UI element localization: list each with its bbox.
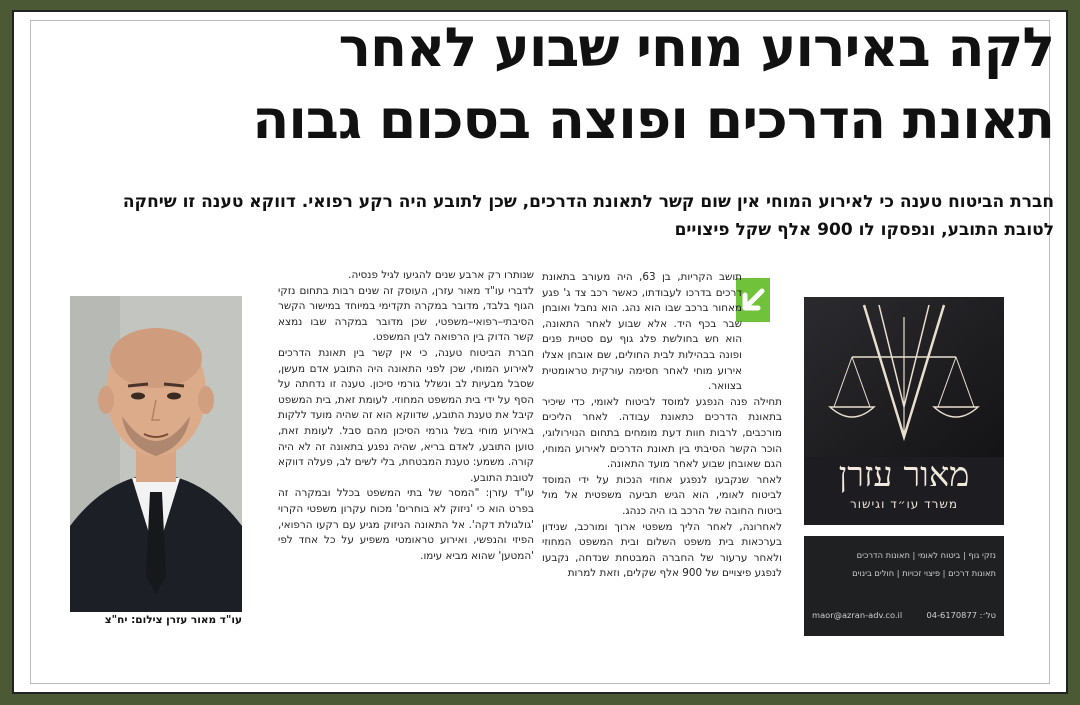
paragraph: תחילה פנה הנפגע למוסד לביטוח לאומי, כדי שיכיר בתאונת הדרכים כתאונת עבודה. לאחר הליכים מורכבים, לרבות חוות דעת מומחים בתחום הנוירולוגי, הוכר הקשר הסיבתי בין תאונת הדרכים לאירוע המוחי, הגם שאובחן שבוע לאחר מועד התאונה.	[542, 395, 782, 471]
paragraph: עו"ד עזרן: "המסר של בתי המשפט בכלל ובמקרה זה בפרט הוא כי 'ניזוק לא בוחרים' מכוח עקרון משפטי הקרוי 'גולגולת דקה'. אל התאונה הניזוק מגיע עם רקעו הרפואי, הפיזי והנפשי, ואירוע טראומטי משפיע על כל אחד לפי 'המטען' שהוא מביא עימו.	[278, 487, 534, 562]
paragraph: חברת הביטוח טענה, כי אין קשר בין תאונת הדרכים לאירוע המוחי, שכן לפני התאונה היה התובע אדם מעשן, שסבל מבעיות לב ונשלל גורמי סיכון. טענה זו נדחתה על הסף על ידי בית המשפט המחוזי. לעומת זאת, בית המשפט קיבל את טענת התובע, שדווקא הוא זה שהיה מועד ללקות באירוע מוחי בשל גורמי הסיכון מהם סבל. לעומת זאת, טוען התובע, לאדם בריא, שהיה נפגע בתאונה זה לא היה קורה. משמע: טענת המבטחת, בלי לשים לב, פעלה דווקא לטובת התובע.	[278, 346, 534, 484]
paragraph: לדברי עו"ד מאור עזרן, העוסק זה שנים רבות בתחום נזקי הגוף בלבד, מדובר במקרה תקדימי במיוחד במישור הקשר הסיבתי–רפואי–משפטי, שכן מדובר במקרה שבו נמצא קשר הדוק בין הרפואה לבין המשפט.	[278, 284, 534, 344]
logo-name: מאור עזרן	[838, 455, 970, 495]
contact-email: maor@azran-adv.co.il	[812, 610, 903, 620]
article-headline	[94, 12, 1054, 156]
headline-line-2: תאונת הדרכים ופוצה בסכום גבוה	[252, 88, 1054, 151]
photo-caption: עו"ד מאור עזרן צילום: יח"צ	[104, 614, 242, 626]
logo-subtitle: משרד עו״ד וגישור	[849, 497, 959, 511]
contact-services-1: נזקי גוף | ביטוח לאומי | תאונות הדרכים	[856, 550, 996, 560]
scales-of-justice-icon	[804, 297, 1004, 457]
article-column-1	[542, 270, 782, 650]
paragraph: תושב הקריות, בן 63, היה מעורב בתאונת דרכים בדרכו לעבודתו, כאשר רכב צד ג' פגע מאחור ברכב שבו הוא נהג. הוא נחבל ואובחן שבר בכף היד. אלא שבוע לאחר התאונה, הוא חש בחולשת פלג גוף עם סטיית פנים ופונה בבהילות לבית החולים, שם אובחן אצלו אירוע מוחי לאחר חסימה עורקית טראומטית בצוואר.	[542, 271, 742, 393]
article-column-2	[278, 268, 534, 640]
law-office-logo-ad	[804, 297, 1004, 525]
contact-phone: טל׳: 04-6170877	[926, 610, 996, 620]
article-subhead: חברת הביטוח טענה כי לאירוע המוחי אין שום קשר לתאונת הדרכים, שכן לתובע היה רקע רפואי. דווקא טענה זו שיחקה לטובת התובע, ונפסקו לו 900 אלף שקל פיצויים	[122, 192, 1054, 240]
lawyer-photo	[70, 296, 242, 612]
paragraph: לאחר שנקבעו לנפגע אחוזי הנכות על ידי המוסד לביטוח לאומי, הוא הגיש תביעה משפטית אל מול ביטוח החובה של הרכב בו היה כנהג.	[542, 473, 782, 517]
paragraph: שנותרו רק ארבע שנים להגיעו לגיל פנסיה.	[348, 269, 534, 281]
headline-line-1: לקה באירוע מוחי שבוע לאחר	[338, 16, 1054, 79]
contact-ad	[804, 536, 1004, 636]
paragraph: לאחרונה, לאחר הליך משפטי ארוך ומורכב, שנידון בערכאות בית משפט השלום ובית המשפט המחוזי ולאחר ערעור של החברה המבטחת שנדחה, נקבעו לנפגע פיצויים של 900 אלף שקלים, וזאת למרות	[542, 520, 782, 580]
contact-services-2: תאונות דרכים | פיצוי זכויות | חולים בינוים	[852, 568, 996, 578]
